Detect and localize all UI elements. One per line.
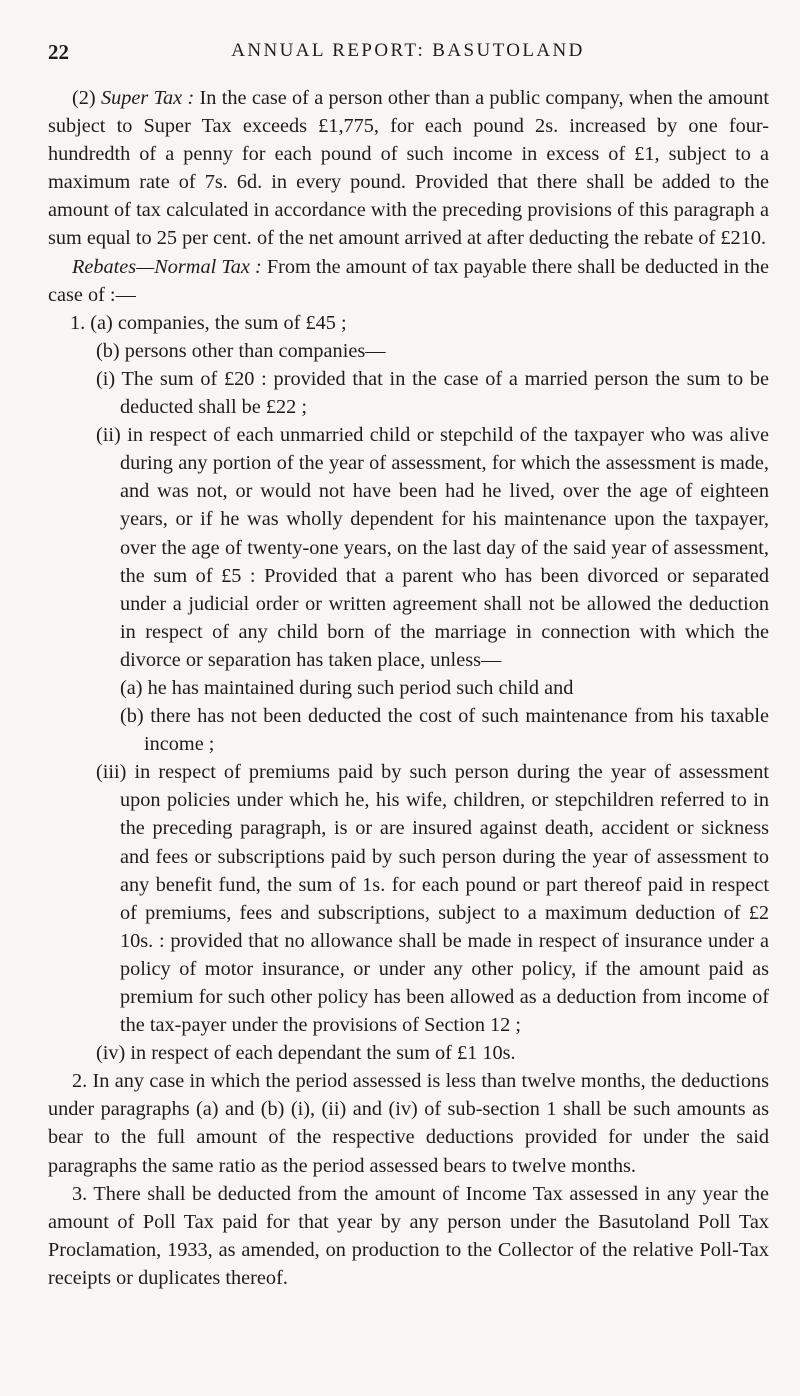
item-iii-label: (iii) — [96, 761, 127, 784]
rebates-paragraph — [48, 253, 769, 309]
super-tax-text: In the case of a person other than a public company, when the amount subject to Super Tax exceeds £1,775, for each pound 2s. increased by one four-hundredth of a penny for each pound of such income in excess of £1, subject to a maximum rate of 7s. 6d. in every pound. Provided that there shall be added to the amount of tax calculated in accordance with the preceding provisions of this paragraph a sum equal to 25 per cent. of the net amount arrived at after deducting the rebate of £210. — [48, 87, 769, 250]
item-1b-text: persons other than companies— — [124, 339, 386, 362]
item-iv-label: (iv) — [96, 1042, 126, 1065]
item-1a — [48, 309, 769, 337]
paragraph-3-number: 3. — [72, 1182, 88, 1205]
paragraph-2 — [48, 1067, 769, 1179]
item-1a-label: (a) — [90, 311, 113, 334]
item-iii-text: in respect of premiums paid by such person during the year of assessment upon policies under which he, his wife, children, or stepchildren referred to in the preceding paragraph, is or are insured against death, accident or sickness and fees or subscriptions paid by such person during the year of assessment to any benefit fund, the sum of 1s. for each pound or part thereof paid in respect of premiums, fees and subscriptions, subject to a maximum deduction of £2 10s. : provided that no allowance shall be made in respect of insurance under a policy of motor insurance, or under any other policy, if the amount paid as premium for such other policy has been allowed as a deduction from income of the tax-payer under the provisions of Section 12 ; — [120, 761, 769, 1037]
item-iv-text: in respect of each dependant the sum of £1 10s. — [130, 1042, 516, 1065]
item-i-label: (i) — [96, 367, 116, 390]
item-ii — [48, 421, 769, 674]
rebates-heading: Rebates—Normal Tax : — [72, 255, 262, 278]
document-body — [48, 84, 769, 1292]
paragraph-2-number: 2. — [72, 1070, 88, 1093]
item-ii-b-text: there has not been deducted the cost of such maintenance from his taxable income ; — [144, 705, 769, 756]
paragraph-3 — [48, 1180, 769, 1292]
rebates-text: From the amount of tax payable there shall be deducted in the case of :— — [48, 255, 769, 306]
item-1b — [48, 337, 769, 365]
item-ii-a-label: (a) — [120, 676, 143, 699]
paragraph-3-text: There shall be deducted from the amount of Income Tax assessed in any year the amount of Poll Tax paid for that year by any person under the Basutoland Poll Tax Proclamation, 1933, as amended, on production to the Collector of the relative Poll-Tax receipts or duplicates thereof. — [48, 1182, 769, 1289]
item-i-text: The sum of £20 : provided that in the case of a married person the sum to be deducted shall be £22 ; — [120, 367, 769, 419]
item-ii-b-label: (b) — [120, 705, 144, 728]
item-1a-number: 1. — [70, 311, 86, 334]
running-head: ANNUAL REPORT: BASUTOLAND — [231, 40, 585, 61]
item-i — [48, 365, 769, 421]
item-ii-label: (ii) — [96, 424, 121, 447]
item-iii — [48, 758, 769, 1039]
item-1b-label: (b) — [96, 339, 120, 362]
item-1a-text: companies, the sum of £45 ; — [117, 311, 347, 334]
page-number: 22 — [48, 40, 69, 64]
item-ii-b — [48, 702, 769, 758]
page-header — [48, 40, 768, 66]
super-tax-heading: Super Tax : — [100, 87, 195, 109]
super-tax-number: (2) — [72, 87, 96, 109]
item-ii-a-text: he has maintained during such period such child and — [147, 676, 574, 699]
item-iv — [48, 1039, 769, 1067]
super-tax-paragraph — [48, 84, 769, 253]
item-ii-text: in respect of each unmarried child or stepchild of the taxpayer who was alive during any portion of the year of assessment, for which the assessment is made, and was not, or would not have been had he lived, over the age of eighteen years, or if he was wholly dependent for his maintenance upon the taxpayer, over the age of twenty-one years, on the last day of the said year of assessment, the sum of £5 : Provided that a parent who has been divorced or separated under a judicial order or written agreement shall not be allowed the deduction in respect of any child born of the marriage in connection with which the divorce or separation has taken place, unless— — [120, 424, 769, 671]
paragraph-2-text: In any case in which the period assessed is less than twelve months, the deductions under paragraphs (a) and (b) (i), (ii) and (iv) of sub-section 1 shall be such amounts as bear to the full amount of the respective deductions provided for under the said paragraphs the same ratio as the period assessed bears to twelve months. — [48, 1070, 769, 1177]
item-ii-a — [48, 674, 769, 702]
